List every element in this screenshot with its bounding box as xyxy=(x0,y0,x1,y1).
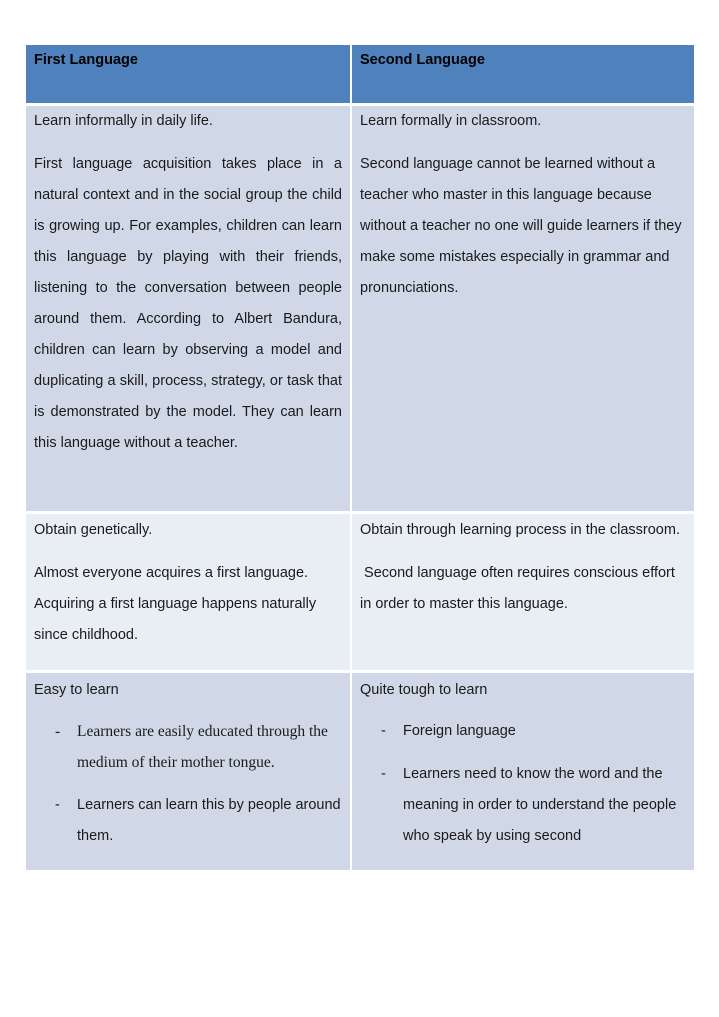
list-item-text: Learners need to know the word and the meaning in order to understand the people who speak by using second xyxy=(403,766,677,844)
list-item xyxy=(34,790,342,852)
list-item xyxy=(360,759,686,852)
cell-first-language xyxy=(26,105,351,513)
list-item-text: Learners are easily educated through the medium of their mother tongue. xyxy=(77,723,328,771)
list-item-text: Foreign language xyxy=(403,723,516,739)
header-second-language: Second Language xyxy=(351,45,694,105)
table-row xyxy=(26,513,694,672)
bullet-dash: - xyxy=(381,766,386,782)
bullet-list xyxy=(360,716,686,852)
list-item-text: Learners can learn this by people around them. xyxy=(77,797,341,844)
cell-paragraph: Second language cannot be learned without a teacher who master in this language because without a teacher no one will guide learners if they make some mistakes especially in grammar and pronunciations. xyxy=(360,156,682,296)
bullet-list xyxy=(34,716,342,852)
cell-second-language xyxy=(351,672,694,871)
header-first-language: First Language xyxy=(26,45,351,105)
cell-paragraph: Almost everyone acquires a first language. Acquiring a first language happens naturally since childhood. xyxy=(34,565,317,643)
cell-title: Learn informally in daily life. xyxy=(34,113,213,129)
cell-title: Easy to learn xyxy=(34,682,119,698)
cell-first-language xyxy=(26,513,351,672)
list-item xyxy=(360,716,686,747)
cell-second-language xyxy=(351,513,694,672)
bullet-dash: - xyxy=(55,797,60,813)
cell-title: Learn formally in classroom. xyxy=(360,113,542,129)
cell-paragraph: Second language often requires conscious effort in order to master this language. xyxy=(360,565,679,612)
bullet-dash: - xyxy=(55,723,61,740)
cell-title: Quite tough to learn xyxy=(360,682,488,698)
table-row xyxy=(26,672,694,871)
table-row xyxy=(26,105,694,513)
cell-paragraph: First language acquisition takes place in a natural context and in the social group the child is growing up. For examples, children can learn this language by playing with their friends, listening to the conversation between people around them. According to Albert Bandura, children can learn by observing a model and duplicating a skill, process, strategy, or task that is demonstrated by the model. They can learn this language without a teacher. xyxy=(34,156,342,451)
bullet-dash: - xyxy=(381,723,386,739)
table-header-row xyxy=(26,45,694,105)
cell-first-language xyxy=(26,672,351,871)
comparison-table xyxy=(26,45,694,870)
cell-title: Obtain genetically. xyxy=(34,522,153,538)
cell-title: Obtain through learning process in the classroom. xyxy=(360,522,680,538)
cell-second-language xyxy=(351,105,694,513)
list-item xyxy=(34,716,342,778)
